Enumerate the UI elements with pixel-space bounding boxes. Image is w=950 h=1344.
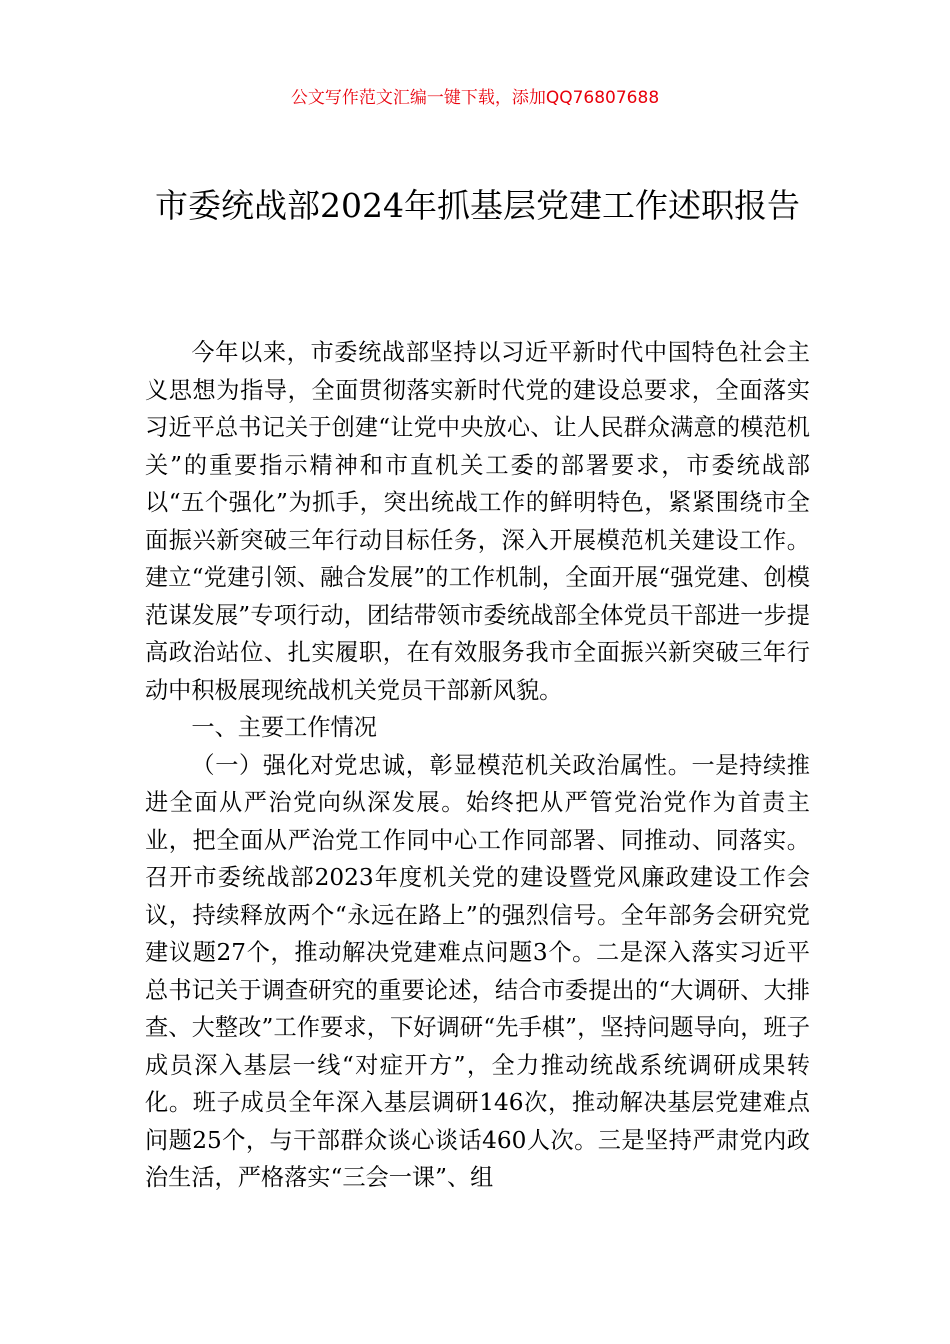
document-body	[145, 334, 810, 1197]
intro-paragraph: 今年以来，市委统战部坚持以习近平新时代中国特色社会主义思想为指导，全面贯彻落实新时代党的建设总要求，全面落实习近平总书记关于创建“让党中央放心、让人民群众满意的模范机关”的重要指示精神和市直机关工委的部署要求，市委统战部以“五个强化”为抓手，突出统战工作的鲜明特色，紧紧围绕市全面振兴新突破三年行动目标任务，深入开展模范机关建设工作。建立“党建引领、融合发展”的工作机制，全面开展“强党建、创模范谋发展”专项行动，团结带领市委统战部全体党员干部进一步提高政治站位、扎实履职，在有效服务我市全面振兴新突破三年行动中积极展现统战机关党员干部新风貌。	[145, 339, 810, 704]
document-title: 市委统战部2024年抓基层党建工作述职报告	[155, 186, 800, 225]
section-heading-main-work: 一、主要工作情况	[191, 714, 377, 741]
download-promo-note: 公文写作范文汇编一键下载，添加QQ76807688	[290, 88, 660, 108]
subsection-paragraph-1: （一）强化对党忠诚，彰显模范机关政治属性。一是持续推进全面从严治党向纵深发展。始终把从严管党治党作为首责主业，把全面从严治党工作同中心工作同部署、同推动、同落实。召开市委统战部2023年度机关党的建设暨党风廉政建设工作会议，持续释放两个“永远在路上”的强烈信号。全年部务会研究党建议题27个，推动解决党建难点问题3个。二是深入落实习近平总书记关于调查研究的重要论述，结合市委提出的“大调研、大排查、大整改”工作要求，下好调研“先手棋”，坚持问题导向，班子成员深入基层一线“对症开方”，全力推动统战系统调研成果转化。班子成员全年深入基层调研146次，推动解决基层党建难点问题25个，与干部群众谈心谈话460人次。三是坚持严肃党内政治生活，严格落实“三会一课”、组	[145, 751, 810, 1191]
